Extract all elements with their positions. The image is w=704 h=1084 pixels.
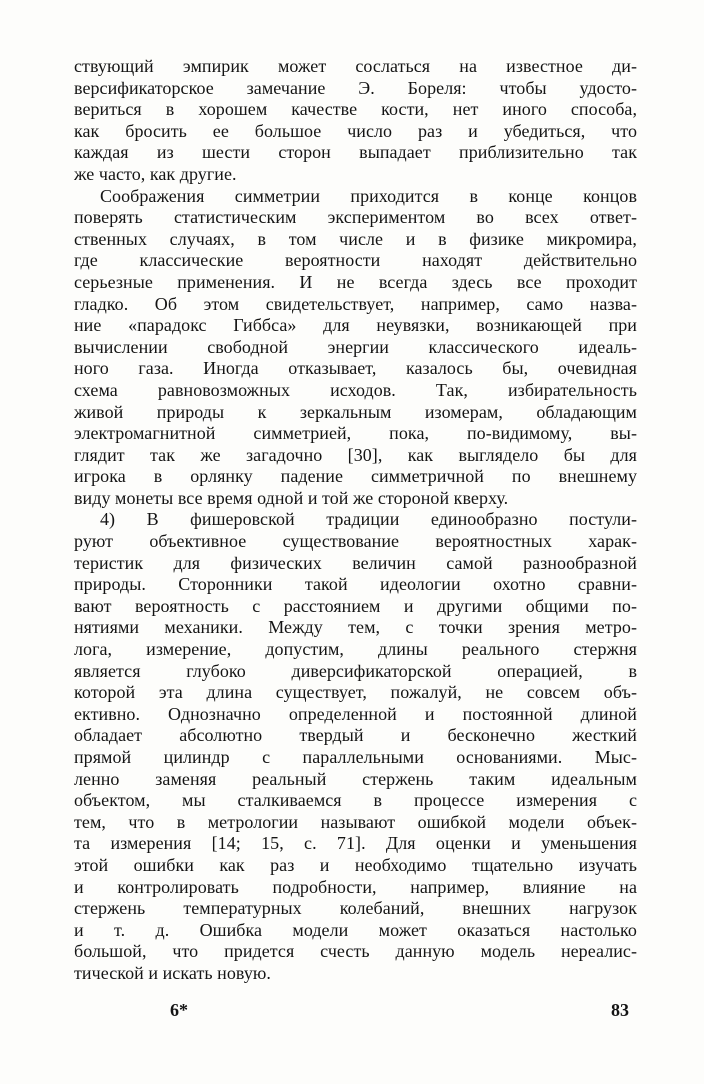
text-line: ние «парадокс Гиббса» для неувязки, возникающей при	[74, 315, 637, 336]
text-line: виду монеты все время одной и той же стороной кверху.	[74, 487, 509, 508]
text-line: же часто, как другие.	[74, 163, 237, 184]
text-line: прямой цилиндр с параллельными основаниями. Мыс-	[74, 747, 637, 767]
text-line: как бросить ее большое число раз и убедиться, что	[74, 120, 637, 141]
text-line: объектом, мы сталкиваемся в процессе измерения с	[74, 790, 637, 811]
text-line: ственных случаях, в том числе и в физике микромира,	[74, 228, 637, 249]
text-line: большой, что придется счесть данную модель нереалис-	[74, 941, 637, 962]
text-line: ективно. Однозначно определенной и постоянной длиной	[74, 703, 637, 724]
text-line: Соображения симметрии приходится в конце концов	[100, 185, 637, 206]
text-line: 4) В фишеровской традиции единообразно постули-	[100, 509, 637, 530]
page-number: 83	[611, 1000, 629, 1020]
signature-mark: 6*	[170, 1000, 188, 1020]
text-line: игрока в орлянку падение симметричной по внешнему	[74, 466, 637, 487]
text-line: где классические вероятности находят действительно	[74, 250, 637, 271]
text-line: стержень температурных колебаний, внешних нагрузок	[74, 898, 637, 919]
text-line: лога, измерение, допустим, длины реального стержня	[74, 639, 637, 660]
text-line: ленно заменяя реальный стержень таким идеальным	[74, 768, 637, 789]
text-line: этой ошибки как раз и необходимо тщательно изучать	[74, 854, 637, 875]
text-line: которой эта длина существует, пожалуй, не совсем объ-	[74, 682, 637, 703]
page-footer	[74, 1000, 637, 1024]
text-line: живой природы к зеркальным изомерам, обладающим	[74, 401, 637, 422]
text-line: является глубоко диверсификаторской операцией, в	[74, 660, 637, 681]
text-line: вериться в хорошем качестве кости, нет иного способа,	[74, 99, 637, 120]
text-line: глядит так же загадочно [30], как выглядело бы для	[74, 444, 637, 465]
text-line: та измерения [14; 15, с. 71]. Для оценки и уменьшения	[74, 833, 637, 854]
text-line: поверять статистическим экспериментом во всех ответ-	[74, 207, 637, 228]
text-line: и контролировать подробности, например, влияние на	[74, 876, 637, 897]
text-line: природы. Сторонники такой идеологии охотно сравни-	[74, 574, 637, 595]
text-line: серьезные применения. И не всегда здесь все проходит	[74, 271, 637, 292]
text-line: теристик для физических величин самой разнообразной	[74, 552, 637, 573]
text-line: и т. д. Ошибка модели может оказаться настолько	[74, 919, 637, 940]
text-line: версификаторское замечание Э. Бореля: чтобы удосто-	[74, 77, 637, 98]
text-line: обладает абсолютно твердый и бесконечно жесткий	[74, 725, 637, 746]
text-line: ствующий эмпирик может сослаться на известное ди-	[74, 56, 637, 76]
text-line: тической и искать новую.	[74, 962, 271, 983]
text-line: ного газа. Иногда отказывает, казалось бы, очевидная	[74, 358, 637, 379]
text-line: каждая из шести сторон выпадает приблизительно так	[74, 142, 637, 163]
body-text	[74, 56, 637, 985]
text-line: вычислении свободной энергии классического идеаль-	[74, 336, 637, 357]
text-line: нятиями механики. Между тем, с точки зрения метро-	[74, 617, 637, 638]
text-line: тем, что в метрологии называют ошибкой модели объек-	[74, 811, 637, 832]
text-line: руют объективное существование вероятностных харак-	[74, 531, 637, 552]
text-line: вают вероятность с расстоянием и другими общими по-	[74, 595, 637, 616]
text-line: схема равновозможных исходов. Так, избирательность	[74, 379, 637, 400]
text-line: гладко. Об этом свидетельствует, например, само назва-	[74, 293, 637, 314]
text-line: электромагнитной симметрией, пока, по-видимому, вы-	[74, 423, 637, 444]
